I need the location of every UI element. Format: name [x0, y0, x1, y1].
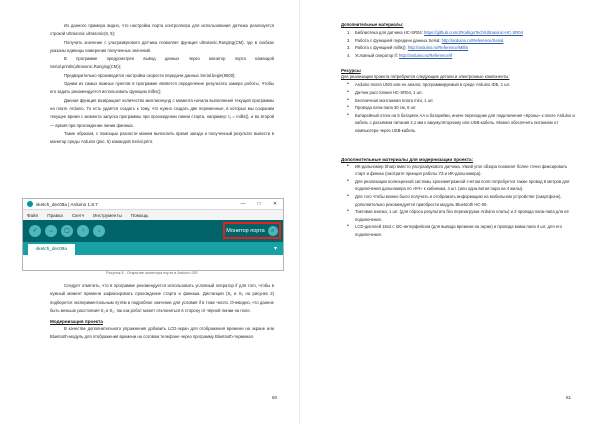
item-number: 2. — [347, 37, 351, 43]
menu-item[interactable]: Инструменты — [93, 212, 122, 218]
list-item: • Тактовая кнопка, 1 шт. (для сброса результата без перезагрузки Arduino платы) и 2 провода папа-папа для её подключения. — [341, 208, 576, 223]
menu-item[interactable]: Скетч — [71, 212, 85, 218]
maximize-icon[interactable]: □ — [257, 201, 261, 207]
item-text: Работа с функцией передачи данных Serial: — [355, 37, 442, 43]
materials-item — [341, 44, 576, 52]
item-link[interactable]: http://arduino.ru/Reference/Serial — [441, 37, 504, 43]
item-link[interactable]: http://arduino.ru/Reference/Millis — [407, 45, 469, 51]
extra-list — [341, 163, 576, 239]
materials-item — [341, 37, 576, 45]
list-item: • Arduino плата UNO или ее аналог, программируемый в среде Arduino IDE, 1 шт. — [341, 81, 576, 89]
list-item: • Для того чтобы можно было получать и отображать информацию на мобильном устройстве (смартфоне), дополнительно рекомендуется приобрести модуль Bluetooth HC-06. — [341, 193, 576, 208]
materials-heading: Дополнительные материалы: — [341, 22, 404, 27]
paragraph: В программе предусмотрен вывод данных через монитор порта командой Serial.println(ultrasonic.Ranging(CM)); — [50, 56, 274, 70]
list-item: • ИК-дальномер Sharp вместо ультразвукового датчика. Узкий угол обзора позволит более точно фиксировать старт и финиш (смотрите принцип работы УЗ и ИК-дальномера). — [341, 163, 576, 178]
save-icon[interactable]: ↓ — [93, 225, 105, 237]
section-heading: Модернизация проекта — [50, 319, 103, 325]
code-editor[interactable] — [23, 255, 283, 270]
ide-menu-bar — [23, 210, 283, 220]
menu-item[interactable]: Помощь — [130, 212, 149, 218]
materials-list — [341, 29, 576, 59]
item-number: 1. — [347, 30, 351, 35]
resources-list — [341, 81, 576, 134]
ide-window-title: sketch_dec08a | Arduino 1.8.7 — [36, 201, 98, 207]
page-number-right: 61 — [566, 395, 572, 400]
extra-heading: Дополнительные материалы для модернизации проекта: — [341, 156, 474, 162]
paragraph: Из данного примера видно, что настройка порта контроллера для использования датчика реализуется строкой Ultrasonic ultrasonic(8, 9); — [50, 23, 274, 37]
paragraph: Получить значение с ультразвукового датчика позволяет функция ultrasonic.Ranging(CM), где в скобках указаны единицы измерения полученных значений. — [50, 39, 274, 53]
minimize-icon[interactable]: — — [240, 201, 246, 207]
item-link[interactable]: https://github.com/JRodrigoTech/Ultrasonic-HC-SR04 — [424, 30, 523, 35]
window-controls — [235, 201, 283, 207]
paragraph: Данная функция возвращает количество миллисекунд с момента начала выполнения текущей программы на плате Arduino. То есть удаётся создать к тому, что нужно создать две переменные, в которых мы сохраним текущее время с момента запуска программы при прохождении линии старта, например: t₁ = millis(), и во второй — время при прохождении линии финиша. — [50, 97, 274, 128]
list-item: • Батарейный отсек на 5 батареек АА и батарейки, иначе переходник для подключения «Кроны» к плате Arduino и кабель с разъёмом питания 2,1 мм к аккумуляторному или USB-кабель. Можно обеспечить питанием от компьютера через USB-кабель. — [341, 112, 576, 135]
item-number: 4. — [347, 52, 351, 58]
item-text: Работа с функцией millis(): — [355, 45, 408, 51]
list-item: • Провода папа-папа 30 см, 8 шт. — [341, 104, 576, 112]
paragraph: Предварительно производится настройка скорости передачи данных Serial.begin(9600); — [64, 72, 236, 78]
paragraph: Одним из самых важных пунктов в программе является определение результата замера роботы. Чтобы его задать рекомендуется использовать функцию millis(); — [50, 81, 274, 95]
upload-icon[interactable]: → — [45, 225, 57, 237]
arduino-ide-screenshot — [22, 198, 284, 271]
paragraph: Следует отметить, что в программе рекомендуется использовать условный оператор if для того, чтобы в нужный момент времени зафиксировать прохождение старта и финиша. Дистанция (S₁ и S₂ на рисунке 2) подберется экспериментальным путём и подробное значение для условия if в тоже число. Очевидно, что данное быть меньше расстояния S₁ и S₂, так как робот может отклониться в сторону от чёрной линии на поле. — [50, 283, 274, 313]
materials-item — [341, 29, 576, 37]
page-number-left: 60 — [272, 395, 278, 400]
ide-title-bar — [23, 199, 283, 210]
paragraph: Такие образом, с помощью разности можем вычислить время заезда и полученный результат вывести в монитор среды Arduino (рис. 5) командой Serial.print. — [50, 130, 274, 145]
list-item: • LCD-дисплей 16x2 с I2C-интерфейсом (для вывода времени на экран) и провода мама-папа 4 шт. для его подключения. — [341, 223, 576, 238]
left-paragraphs-end — [50, 325, 274, 342]
paragraph: В качестве дополнительного упражнения добавить LCD-экран для отображения времени на экране или Bluetooth-модуль для отображения времени на сотовом телефоне через программу Bluetooth-терминал. — [50, 326, 274, 340]
new-sketch-icon[interactable]: ▢ — [61, 225, 73, 237]
item-number: 3. — [347, 45, 351, 51]
left-page-bottom — [0, 282, 300, 424]
menu-item[interactable]: Правка — [47, 212, 63, 218]
list-item: • Беспаечная монтажная плата mini, 1 шт. — [341, 97, 576, 105]
ide-tab-strip — [23, 242, 283, 255]
item-link[interactable]: http://arduino.ru/Reference/If — [398, 52, 453, 58]
serial-monitor-label: Монитор порта — [226, 227, 265, 234]
arduino-logo-icon — [27, 201, 33, 207]
menu-item[interactable]: Файл — [27, 212, 39, 218]
figure-caption: Рисунок 5 - Открытие монитора порта в Arduino IDE — [106, 271, 198, 275]
resources-heading: Ресурсы — [341, 68, 361, 74]
list-item: • Для реализации полноценной системы хронометражной счетом поля потребуется также провод 5 метров для подключения дальномера по «КЧ» к кабинкам, 4 шт. (или одна витая пара на 4 жилы). — [341, 178, 576, 193]
left-paragraphs-top — [50, 22, 274, 146]
tab-sketch[interactable]: sketch_dec08a — [28, 244, 75, 255]
resources-intro: Для реализации проекта потребуются следующие детали и электронные компоненты: — [341, 74, 510, 80]
close-icon[interactable]: ✕ — [272, 201, 278, 207]
ide-toolbar — [23, 220, 283, 242]
verify-icon[interactable]: ✓ — [29, 225, 41, 237]
serial-monitor-button[interactable] — [223, 222, 281, 239]
item-text: Условный оператор if: — [355, 52, 399, 58]
open-icon[interactable]: ↑ — [77, 225, 89, 237]
right-page — [300, 0, 600, 424]
left-paragraphs-bottom — [50, 282, 274, 315]
tab-menu-icon[interactable]: ▾ — [273, 246, 277, 252]
list-item: • Датчик расстояния HC-SR04, 1 шт. — [341, 89, 576, 97]
materials-item — [341, 52, 576, 60]
item-text: Библиотека для датчика HC-SR04: — [355, 30, 425, 35]
magnifier-icon: ⌕ — [268, 226, 278, 236]
